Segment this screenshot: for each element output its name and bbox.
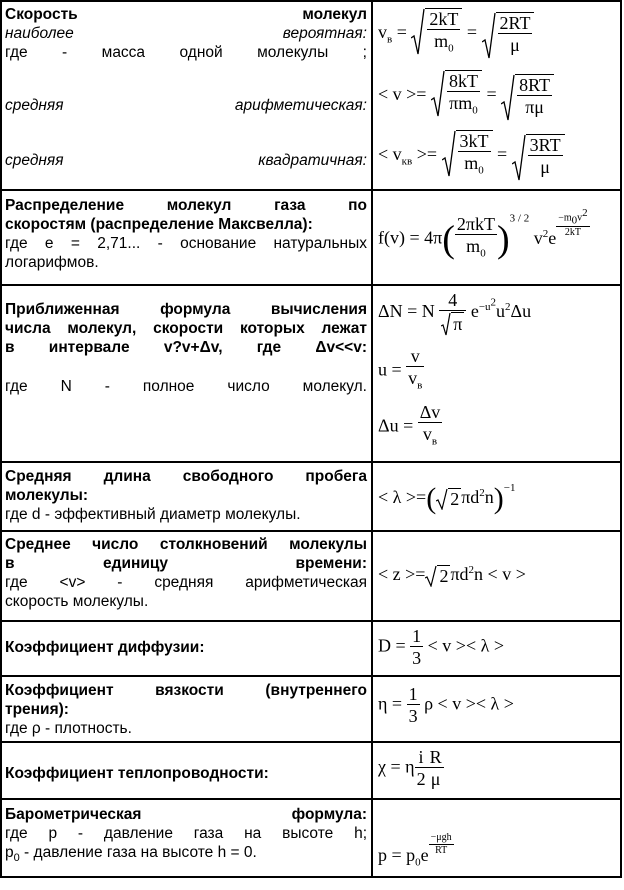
formula-most-probable-speed: $v_в$ = $\frac{2kT}{m_0}$ = $\frac{2RT}{\mu}$ (378, 8, 534, 60)
row-divider (0, 530, 622, 532)
row-line: где - масса одной молекулы ; (5, 44, 367, 61)
row-line: где ρ - плотность. (5, 720, 132, 737)
row-approx-count: Приближенная формула вычисления числа молекул, скорости которых лежат в интервале v?v+Δv, где Δv<<v: где N - полное число молекул. (5, 301, 367, 395)
formula-thermal-conductivity: χ = η $\frac{i}{2}$ $\frac{R}{\mu}$ (378, 747, 442, 789)
row-divider (0, 620, 622, 622)
row-viscosity: Коэффициент вязкости (внутреннего трения): где ρ - плотность. (5, 682, 367, 737)
row-line: $p_0$ - давление газа на высоте h = 0. (5, 844, 257, 865)
row-title: Коэффициент теплопроводности: (5, 765, 269, 782)
row-title: Барометрическая формула: (5, 806, 367, 823)
row-divider (0, 741, 622, 743)
row-title-line-1: Распределение молекул газа по (5, 197, 367, 214)
row-collisions: Среднее число столкновений молекулы в единицу времени: где <v> - средняя арифметическая скорость молекулы. (5, 536, 367, 610)
formula-u: u = $\frac{v}{v_в}$ (378, 346, 423, 392)
row-barometric (5, 805, 367, 868)
formula-diffusion: D = $\frac{1}{3}$ < v >< λ > (378, 626, 504, 668)
row-line: наиболее вероятная: (5, 25, 367, 42)
row-title-line-2: скоростям (распределение Максвелла): (5, 216, 313, 233)
row-line: где p - давление газа на высоте h; (5, 825, 367, 842)
row-line: средняя арифметическая: (5, 97, 367, 114)
formula-rms-speed: < $v_{кв}$ >= $\frac{3kT}{m_0}$ = $\frac{3RT}{\mu}$ (378, 130, 565, 182)
row-maxwell (5, 196, 367, 272)
row-thermal-conductivity (5, 764, 367, 783)
formula-collisions: < z >= 2 $\pi d^2n < v$ > (378, 564, 526, 586)
row-speed (5, 5, 367, 170)
formula-delta-u: Δu = $\frac{\Delta v}{v_в}$ (378, 402, 441, 448)
row-diffusion (5, 638, 367, 657)
formula-mean-speed: < v >= $\frac{8kT}{\pi m_0}$ = $\frac{8RT}{\pi\mu}$ (378, 70, 554, 122)
row-divider (0, 461, 622, 463)
row-line: где d - эффективный диаметр молекулы. (5, 506, 301, 523)
row-divider (0, 189, 622, 191)
row-title: Коэффициент диффузии: (5, 639, 205, 656)
row-mean-free-path: Средняя длина свободного пробега молекулы: где d - эффективный диаметр молекулы. (5, 468, 367, 523)
formula-barometric: $p = p_0e$ $^{\frac{\text{−μgh}}{RT}}$ (378, 832, 452, 869)
row-title: Скорость молекул (5, 6, 367, 23)
row-line: где N - полное число молекул. (5, 378, 367, 395)
row-divider (0, 675, 622, 677)
row-line: где е = 2,71... - основание натуральных (5, 235, 367, 252)
formula-delta-n: ΔN = N $\frac{4}{\pi}$ $e^{-u^2}u^2\Delta u$ (378, 290, 532, 335)
row-divider (0, 284, 622, 286)
row-line: средняя квадратичная: (5, 152, 367, 169)
row-line: логарифмов. (5, 254, 99, 271)
row-divider (0, 798, 622, 800)
formula-viscosity: η = $\frac{1}{3}$ ρ < v >< λ > (378, 684, 514, 726)
formula-maxwell: f(v) = 4π( $\frac{\text{2πkT}}{m_0}$ )$^{3 / 2}$ $v^2e$ $^{\frac{-m_0v^2}{2kT}}$ (378, 207, 588, 261)
column-divider (371, 0, 373, 878)
formula-mean-free-path: < λ >=( 2 $\pi d^2n)^{-1}$ (378, 482, 516, 515)
